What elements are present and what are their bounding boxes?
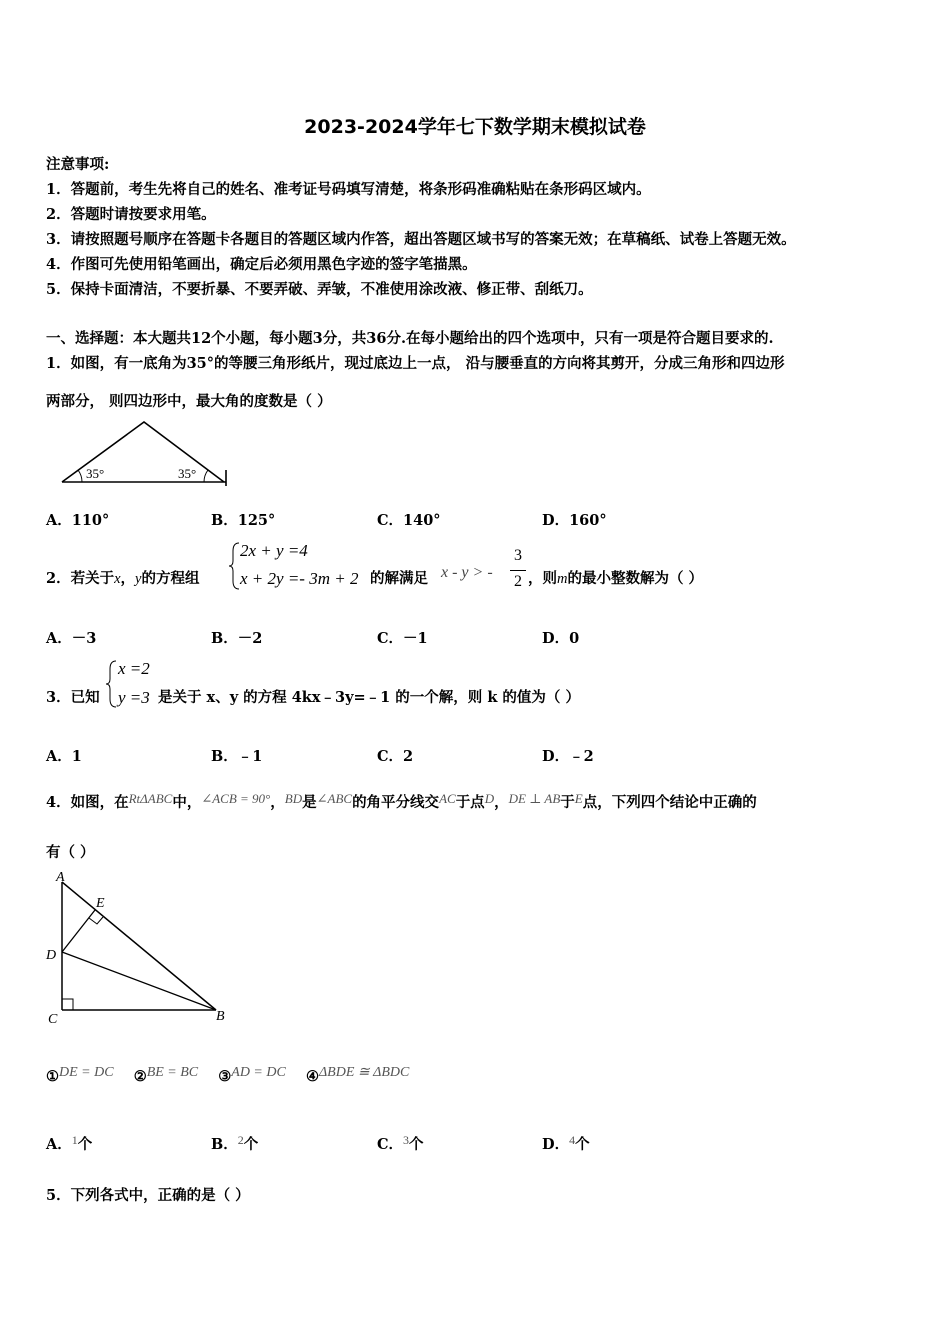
q2-option-a[interactable]: A．－3 <box>46 630 97 647</box>
notes-item: 1．答题前，考生先将自己的姓名、准考证号码填写清楚，将条形码准确粘贴在条形码区域内。 <box>46 181 651 198</box>
q4-label-b: B <box>216 1009 225 1024</box>
q3-option-c[interactable]: C．2 <box>377 748 414 765</box>
q1-option-c[interactable]: C．140° <box>377 512 441 529</box>
q4-text-line1: 4．如图，在RtΔABC中，∠ACB = 90°，BD是∠ABC的角平分线交AC于点D，DE ⊥ AB于E点，下列四个结论中正确的 <box>46 791 757 811</box>
q1-option-b[interactable]: B．125° <box>211 512 276 529</box>
q2-text: 2．若关于x，y的方程组 <box>46 570 200 587</box>
q2-satisfy-label: 的解满足 <box>370 570 428 587</box>
q4-option-b[interactable]: B．$^2$个 <box>211 1133 259 1153</box>
q4-option-d[interactable]: D．$^4$个 <box>542 1133 590 1153</box>
q4-conclusions <box>46 1065 410 1086</box>
q2-option-b[interactable]: B．－2 <box>211 630 263 647</box>
q1-text-line1: 1．如图，有一底角为35°的等腰三角形纸片，现过底边上一点， 沿与腰垂直的方向将其剪开，分成三角形和四边形 <box>46 355 785 372</box>
q3-option-d[interactable]: D．﹣2 <box>542 748 594 765</box>
q2-fraction-numerator: 3 <box>514 547 522 564</box>
q4-label-e: E <box>96 896 105 911</box>
q1-angle-left-label: 35° <box>86 466 105 481</box>
q3-prefix: 3．已知 <box>46 689 100 706</box>
q2-fraction-bar <box>510 570 526 571</box>
q3-tail: 是关于 x、y 的方程 4kx﹣3y=﹣1 的一个解，则 k 的值为（ ） <box>158 689 580 706</box>
q2-option-c[interactable]: C．－1 <box>377 630 428 647</box>
notes-item: 4．作图可先使用铅笔画出，确定后必须用黑色字迹的签字笔描黑。 <box>46 256 477 273</box>
q2-option-d[interactable]: D．0 <box>542 630 580 647</box>
q4-label-d: D <box>46 948 57 963</box>
section-heading: 一、选择题：本大题共12个小题，每小题3分，共36分.在每小题给出的四个选项中，只有一项是符合题目要求的. <box>46 330 774 347</box>
q3-option-a[interactable]: A．1 <box>46 748 82 765</box>
q3-system-brace <box>106 659 118 709</box>
q1-option-a[interactable]: A．110° <box>46 512 110 529</box>
q1-text-line2: 两部分， 则四边形中，最大角的度数是（ ） <box>46 393 332 410</box>
q4-conclusion-1: ①DE = DC <box>46 1065 114 1085</box>
q4-option-c[interactable]: C．$^3$个 <box>377 1133 424 1153</box>
q4-right-triangle-figure <box>40 866 240 1026</box>
q4-label-c: C <box>48 1012 58 1026</box>
q4-conclusion-3: ③AD = DC <box>218 1065 286 1085</box>
q4-text-line2: 有（ ） <box>46 844 95 861</box>
q4-conclusion-2: ②BE = BC <box>133 1065 199 1085</box>
q2-tail: ，则m的最小整数解为（ ） <box>528 570 704 587</box>
q5-text: 5．下列各式中，正确的是（ ） <box>46 1187 250 1204</box>
notes-item: 3．请按照题号顺序在答题卡各题目的答题区域内作答，超出答题区域书写的答案无效；在草稿纸、试卷上答题无效。 <box>46 231 796 248</box>
q3-option-b[interactable]: B．﹣1 <box>211 748 263 765</box>
q3-equation-y: y =3 <box>118 688 150 707</box>
notes-item: 2．答题时请按要求用笔。 <box>46 206 216 223</box>
q3-equation-x: x =2 <box>118 659 150 678</box>
page-title: 2023-2024学年七下数学期末模拟试卷 <box>304 116 646 138</box>
q2-equation-1: 2x + y =4 <box>240 541 308 560</box>
q2-inequality: x - y > - <box>441 564 493 581</box>
q2-fraction-denominator: 2 <box>514 573 522 590</box>
q1-angle-right-label: 35° <box>178 466 197 481</box>
notes-heading: 注意事项: <box>46 156 110 173</box>
q4-conclusion-4: ④ΔBDE ≅ ΔBDC <box>305 1065 410 1085</box>
q4-label-a: A <box>56 870 65 885</box>
q1-triangle-figure <box>56 418 241 490</box>
q1-option-d[interactable]: D．160° <box>542 512 607 529</box>
q4-option-a[interactable]: A．$^1$个 <box>46 1133 93 1153</box>
q2-equation-2: x + 2y =- 3m + 2 <box>240 569 359 588</box>
notes-item: 5．保持卡面清洁，不要折暴、不要弄破、弄皱，不准使用涂改液、修正带、刮纸刀。 <box>46 281 593 298</box>
